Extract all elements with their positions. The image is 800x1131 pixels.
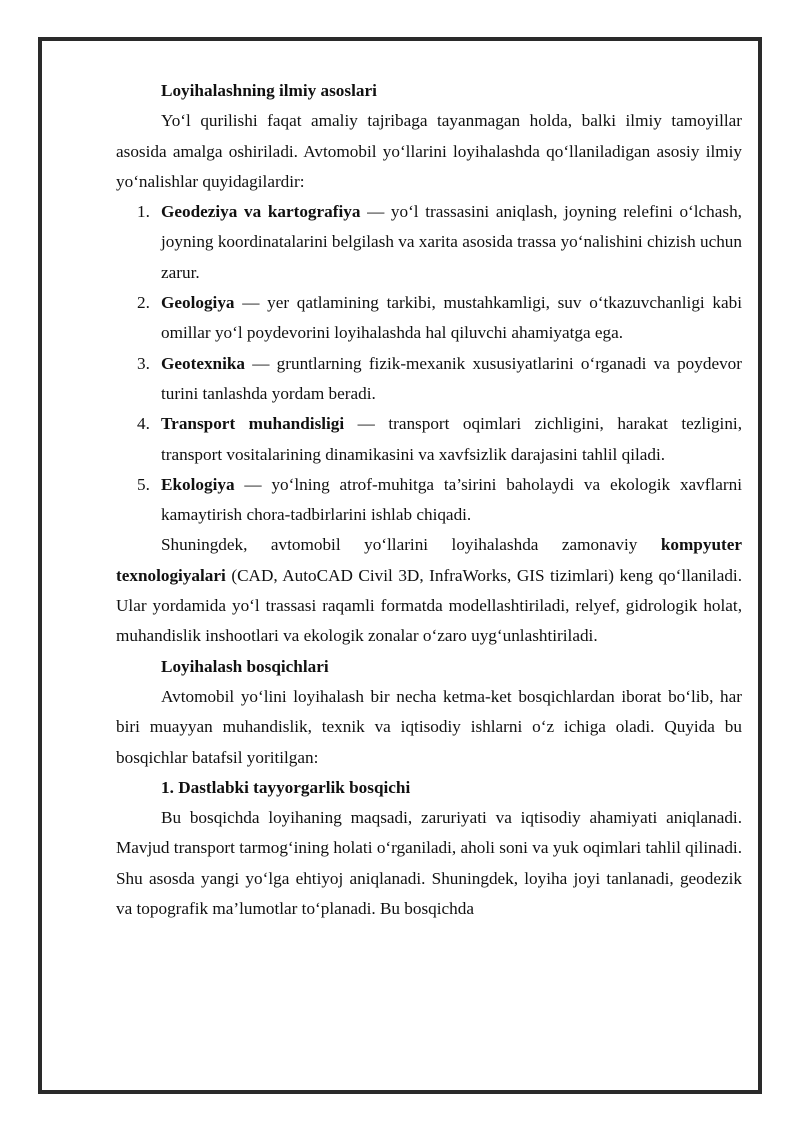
list-number: 3. — [137, 353, 150, 373]
bold-term: kompyuter texnologiyalari — [116, 535, 742, 585]
list-number: 2. — [137, 293, 150, 313]
list-text: — yo‘l trassasini aniqlash, joyning relefini o‘lchash, joyning koordinatalarini belgilash va xarita asosida trassa yo‘nalishini chizish uchun zarur. — [161, 202, 742, 282]
list-number: 4. — [137, 414, 150, 434]
list-item — [137, 470, 742, 531]
paragraph: Bu bosqichda loyihaning maqsadi, zaruriyati va iqtisodiy ahamiyati aniqlanadi. Mavjud transport tarmog‘ining holati o‘rganiladi, aholi soni va yuk oqimlari tahlil qilinadi. Shu asosda yangi yo‘lga ehtiyoj aniqlanadi. Shuningdek, loyiha joyi tanlanadi, geodezik va topografik ma’lumotlar to‘planadi. Bu bosqichda — [116, 808, 742, 919]
list-item — [137, 197, 742, 288]
list-item — [137, 349, 742, 410]
list-text: — gruntlarning fizik-mexanik xususiyatlarini o‘rganadi va poydevor turini tanlashda yordam beradi. — [161, 353, 742, 403]
section-heading: Loyihalash bosqichlari — [161, 656, 329, 676]
list-term: Geotexnika — [161, 353, 246, 373]
list-term: Ekologiya — [161, 474, 235, 494]
subsection-heading: 1. Dastlabki tayyorgarlik bosqichi — [161, 777, 411, 797]
paragraph: Yo‘l qurilishi faqat amaliy tajribaga tayanmagan holda, balki ilmiy tamoyillar asosida amalga oshiriladi. Avtomobil yo‘llarini loyihalashda qo‘llaniladigan asosiy ilmiy yo‘nalishlar quyidagilardir: — [116, 111, 742, 191]
list-text: — yer qatlamining tarkibi, mustahkamligi, suv o‘tkazuvchanligi kabi omillar yo‘l poydevorini loyihalashda hal qiluvchi ahamiyatga ega. — [161, 293, 742, 343]
list-item — [137, 288, 742, 349]
section-heading: Loyihalashning ilmiy asoslari — [161, 81, 377, 100]
numbered-list — [116, 197, 742, 530]
list-number: 5. — [137, 474, 150, 494]
list-number: 1. — [137, 202, 150, 222]
list-term: Transport muhandisligi — [161, 414, 345, 434]
list-item — [137, 409, 743, 470]
list-text: — yo‘lning atrof-muhitga ta’sirini baholaydi va ekologik xavflarni kamaytirish chora-tadbirlarini ishlab chiqadi. — [161, 474, 742, 525]
document-body — [116, 76, 742, 924]
list-term: Geologiya — [161, 293, 235, 313]
list-term: Geodeziya va kartografiya — [161, 202, 361, 222]
paragraph: Avtomobil yo‘lini loyihalash bir necha ketma-ket bosqichlardan iborat bo‘lib, har biri muayyan muhandislik, texnik va iqtisodiy ishlarni o‘z ichiga oladi. Quyida bu bosqichlar batafsil yoritilgan: — [116, 686, 742, 767]
paragraph — [116, 530, 742, 651]
list-text: — transport oqimlari zichligini, harakat tezligini, transport vositalarining dinamikasini va xavfsizlik darajasini tahlil qiladi. — [161, 414, 743, 464]
paragraph-text: Shuningdek, avtomobil yo‘llarini loyihalashda zamonaviy — [161, 535, 661, 555]
paragraph-text: (CAD, AutoCAD Civil 3D, InfraWorks, GIS tizimlari) keng qo‘llaniladi. Ular yordamida yo‘l trassasi raqamli formatda modellashtiriladi, relyef, gidrologik holat, muhandislik inshootlari va ekologik zonalar o‘zaro uyg‘unlashtiriladi. — [116, 565, 742, 646]
